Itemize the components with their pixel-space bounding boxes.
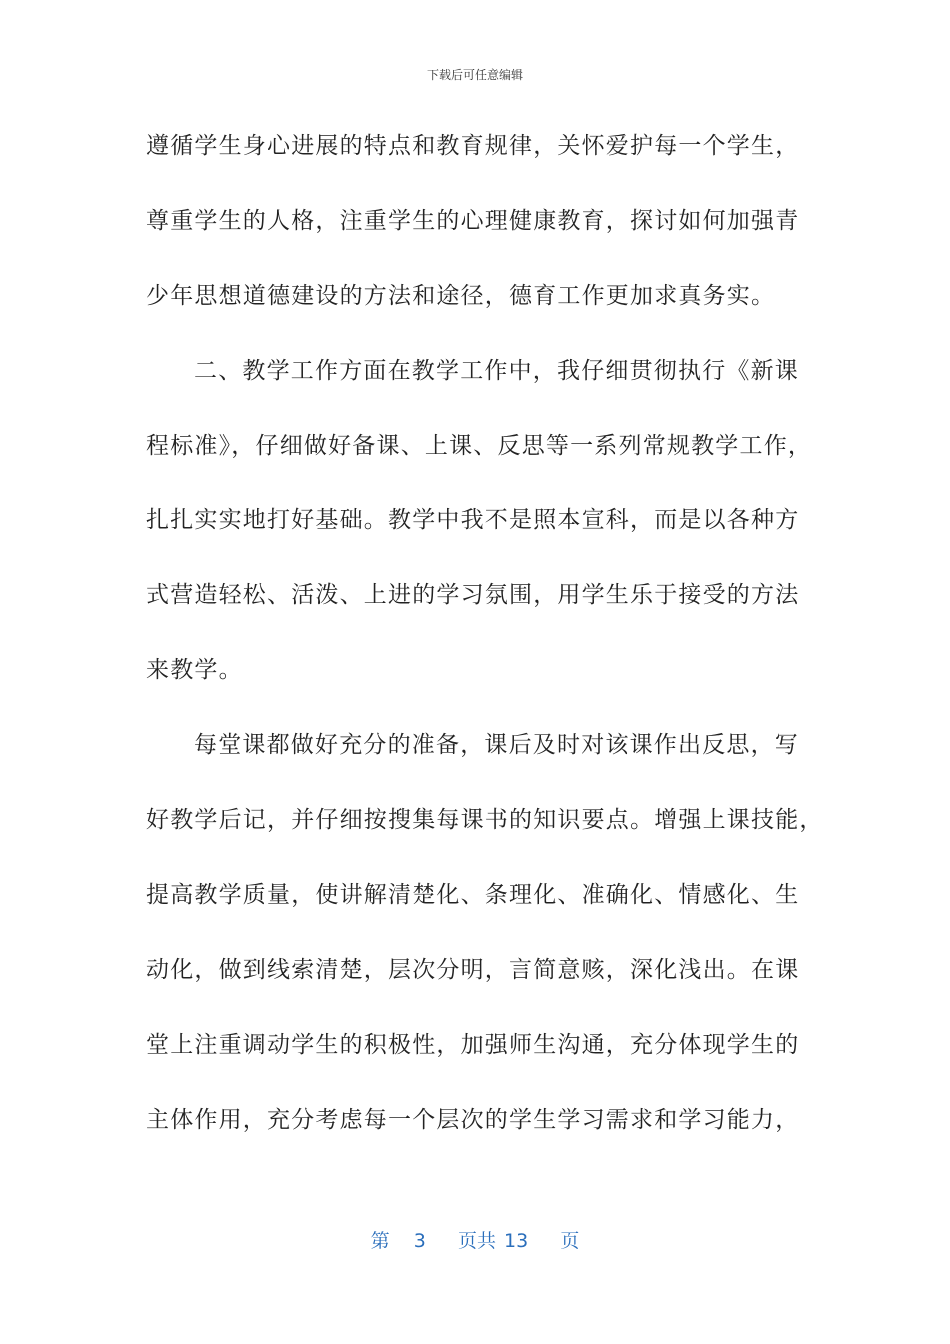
footer-page-number: 3: [413, 1230, 426, 1252]
text-line: 遵循学生身心进展的特点和教育规律，关怀爱护每一个学生，: [146, 133, 800, 159]
text-line: 主体作用，充分考虑每一个层次的学生学习需求和学习能力，: [146, 1106, 800, 1133]
text-line: 提高教学质量，使讲解清楚化、条理化、准确化、情感化、生: [146, 881, 800, 908]
text-line: 好教学后记，并仔细按搜集每课书的知识要点。增强上课技能，: [146, 807, 824, 834]
text-line: 程标准》，仔细做好备课、上课、反思等一系列常规教学工作，: [146, 432, 813, 459]
footer-suffix: 页: [560, 1230, 580, 1252]
page-header-note: 下载后可任意编辑: [426, 68, 523, 82]
footer-middle: 页共: [457, 1230, 496, 1252]
paragraph-start-line: 二、教学工作方面在教学工作中，我仔细贯彻执行《新课: [194, 357, 799, 384]
text-line: 动化，做到线索清楚，层次分明，言简意赅，深化浅出。在课: [146, 956, 800, 983]
document-body: [146, 124, 826, 1172]
text-line: 少年思想道德建设的方法和途径，德育工作更加求真务实。: [146, 282, 776, 309]
footer-prefix: 第: [370, 1230, 390, 1252]
text-line: 式营造轻松、活泼、上进的学习氛围，用学生乐于接受的方法: [146, 582, 800, 609]
page-footer: [0, 1226, 950, 1253]
text-line: 堂上注重调动学生的积极性，加强师生沟通，充分体现学生的: [146, 1031, 800, 1058]
text-line: 来教学。: [146, 657, 243, 684]
footer-total-pages: 13: [504, 1230, 529, 1252]
text-line: 尊重学生的人格，注重学生的心理健康教育，探讨如何加强青: [146, 207, 800, 234]
text-line: 扎扎实实地打好基础。教学中我不是照本宣科，而是以各种方: [146, 507, 800, 534]
paragraph-start-line: 每堂课都做好充分的准备，课后及时对该课作出反思，写: [194, 732, 799, 759]
